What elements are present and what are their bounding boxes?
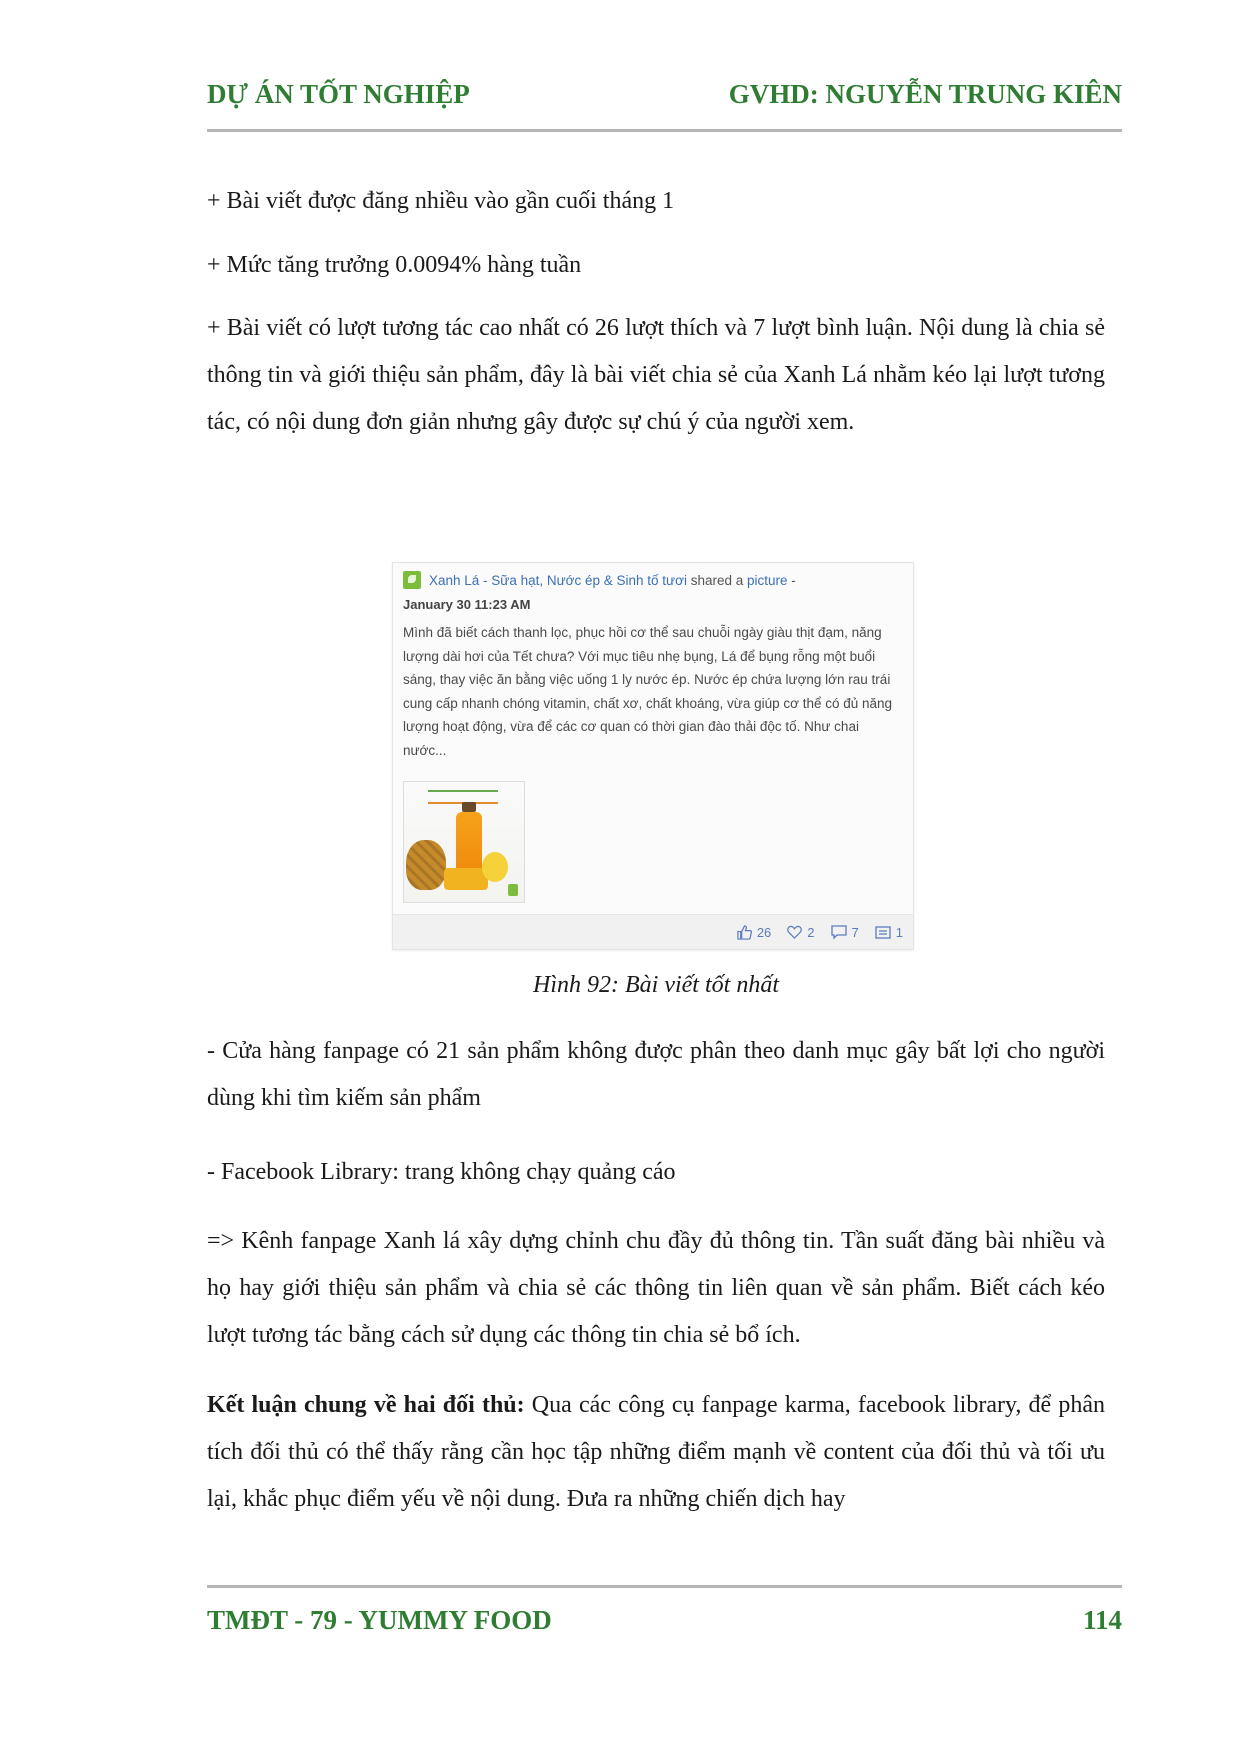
post-photo-juice-bottle — [403, 781, 525, 903]
page-footer — [207, 1600, 1122, 1640]
header-project-title: DỰ ÁN TỐT NGHIỆP — [207, 78, 470, 109]
shares-stat — [875, 925, 903, 940]
share-list-icon — [875, 925, 891, 940]
paragraph-general-conclusion — [207, 1382, 1105, 1523]
post-header — [403, 569, 903, 617]
post-message: Mình đã biết cách thanh lọc, phục hồi cơ thể sau chuỗi ngày giàu thịt đạm, năng lượng dài hơi của Tết chưa? Với mục tiêu nhẹ bụng, Lá để bụng rỗng một buổi sáng, thay việc ăn bằng việc uống 1 ly nước ép. Nước ép chứa lượng lớn rau trái cung cấp nhanh chóng vitamin, chất xơ, chất khoáng, vừa giúp cơ thể có đủ năng lượng hoạt động, vừa để các cơ quan có thời gian đào thải độc tố. Như chai nước... — [403, 625, 893, 758]
paragraph-channel-summary: => Kênh fanpage Xanh lá xây dựng chỉnh chu đầy đủ thông tin. Tần suất đăng bài nhiều và họ hay giới thiệu sản phẩm và chia sẻ các thông tin liên quan về sản phẩm. Biết cách kéo lượt tương tác bằng cách sử dụng các thông tin chia sẻ bổ ích. — [207, 1228, 1105, 1348]
header-divider — [207, 129, 1122, 132]
post-stats-bar — [393, 914, 913, 949]
conclusion-heading: Kết luận chung về hai đối thủ: — [207, 1392, 525, 1418]
thumbs-up-icon — [737, 925, 752, 940]
comments-count: 7 — [851, 924, 859, 940]
heart-icon — [787, 925, 802, 939]
likes-count: 26 — [756, 924, 772, 940]
page-number: 114 — [1082, 1604, 1122, 1635]
page-avatar-icon — [403, 571, 421, 589]
paragraph-shop-products: - Cửa hàng fanpage có 21 sản phẩm không được phân theo danh mục gây bất lợi cho người dùng khi tìm kiếm sản phẩm — [207, 1038, 1105, 1111]
footer-divider — [207, 1585, 1122, 1588]
post-shared-text: shared a — [686, 573, 747, 588]
comment-icon — [831, 925, 847, 940]
paragraph-growth-rate: + Mức tăng trưởng 0.0094% hàng tuần — [207, 252, 582, 278]
fruit-slice-shape — [444, 868, 488, 890]
paragraph-post-timing: + Bài viết được đăng nhiều vào gần cuối tháng 1 — [207, 188, 675, 214]
post-dash: - — [787, 573, 796, 588]
post-picture-link: picture — [747, 573, 788, 588]
photo-logo-icon — [508, 884, 518, 896]
post-date: January 30 11:23 AM — [403, 597, 531, 612]
footer-team-name: TMĐT - 79 - YUMMY FOOD — [207, 1604, 552, 1635]
paragraph-top-post: + Bài viết có lượt tương tác cao nhất có 26 lượt thích và 7 lượt bình luận. Nội dung là chia sẻ thông tin và giới thiệu sản phẩm, đây là bài viết chia sẻ của Xanh Lá nhằm kéo lại lượt tương tác, có nội dung đơn giản nhưng gây được sự chú ý của người xem. — [207, 315, 1105, 435]
reactions-count: 2 — [807, 924, 815, 940]
reactions-stat — [787, 925, 814, 940]
facebook-post-screenshot — [392, 562, 914, 950]
likes-stat — [737, 925, 771, 940]
comments-stat — [831, 925, 859, 940]
pineapple-shape — [406, 840, 446, 890]
shares-count: 1 — [895, 924, 903, 940]
post-page-name: Xanh Lá - Sữa hạt, Nước ép & Sinh tố tươi — [429, 573, 687, 588]
page-header — [207, 74, 1122, 114]
conclusion-text: Qua các công cụ fanpage karma, facebook library, để phân tích đối thủ có thể thấy rằng cần học tập những điểm mạnh về content của đối thủ và tối ưu lại, khắc phục điểm yếu về nội dung. Đưa ra những chiến dịch hay — [207, 1392, 1106, 1512]
figure-caption: Hình 92: Bài viết tốt nhất — [533, 972, 779, 998]
lemon-shape — [482, 852, 508, 882]
header-supervisor: GVHD: NGUYỄN TRUNG KIÊN — [728, 78, 1122, 109]
paragraph-ad-library: - Facebook Library: trang không chạy quảng cáo — [207, 1159, 676, 1185]
juice-bottle-shape — [456, 812, 482, 874]
